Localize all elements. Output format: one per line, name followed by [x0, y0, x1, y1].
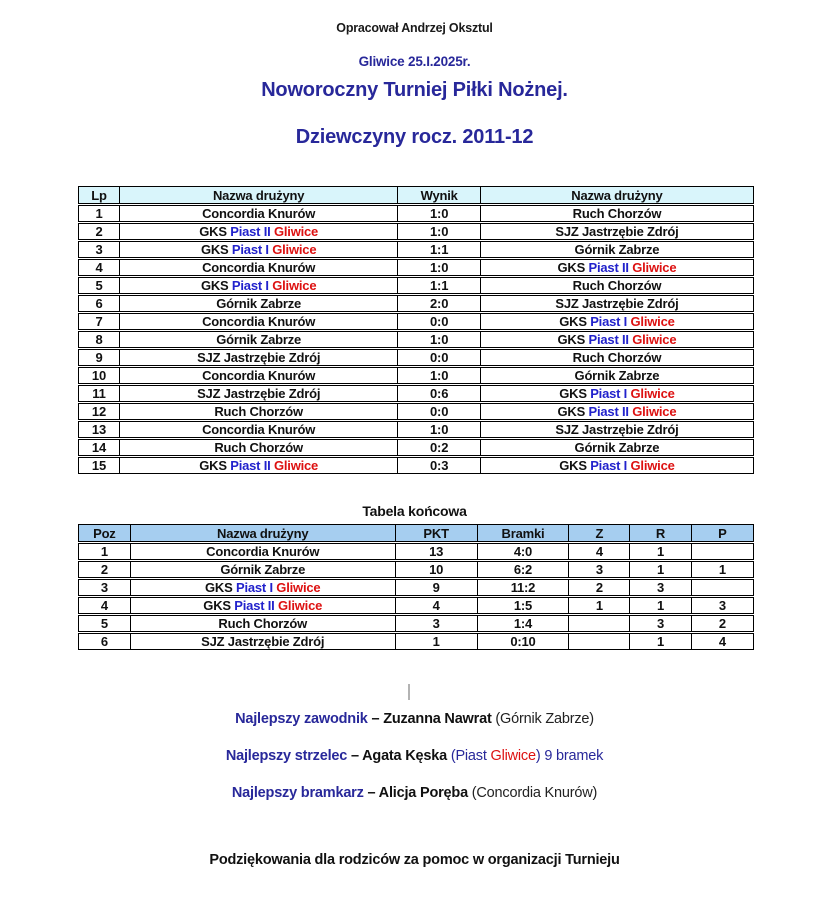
home-team-cell: [120, 367, 399, 384]
match-row: [78, 385, 754, 402]
away-team-cell: [481, 403, 754, 420]
match-row: [78, 241, 754, 258]
team-name-segment: SJZ Jastrzębie Zdrój: [555, 296, 679, 311]
column-header: Nazwa drużyny: [120, 186, 399, 204]
away-team-cell: [481, 331, 754, 348]
goals-cell: 0:10: [478, 633, 570, 650]
column-header: PKT: [396, 524, 478, 542]
wins-cell: [569, 615, 630, 632]
award-text-segment: –: [367, 711, 384, 727]
match-row: [78, 457, 754, 474]
award-text-segment: Zuzanna Nawrat: [383, 711, 492, 727]
team-name-segment: Ruch Chorzów: [572, 278, 662, 293]
team-name-segment: Piast II: [230, 458, 274, 473]
away-team-cell: [481, 439, 754, 456]
team-name-segment: GKS: [559, 314, 591, 329]
position-cell: 1: [78, 543, 131, 560]
draws-cell: 1: [630, 561, 692, 578]
points-cell: 9: [396, 579, 478, 596]
home-team-cell: [120, 205, 399, 222]
team-name-segment: Ruch Chorzów: [572, 350, 662, 365]
score-cell: 1:0: [398, 259, 480, 276]
team-name-segment: Ruch Chorzów: [214, 404, 303, 419]
team-name-segment: SJZ Jastrzębie Zdrój: [555, 422, 679, 437]
match-number-cell: 5: [78, 277, 120, 294]
team-name-segment: Piast I: [231, 278, 273, 293]
team-name-segment: Piast II: [588, 332, 633, 347]
losses-cell: 1: [692, 561, 754, 578]
column-header: R: [630, 524, 692, 542]
draws-cell: 1: [630, 633, 692, 650]
awards-section: [0, 711, 829, 822]
match-row: [78, 331, 754, 348]
award-text-segment: –: [363, 785, 379, 801]
position-cell: 6: [78, 633, 131, 650]
team-name-segment: Górnik Zabrze: [216, 296, 302, 311]
points-cell: 4: [396, 597, 478, 614]
award-text-segment: (Górnik Zabrze): [491, 711, 594, 727]
team-name-segment: Ruch Chorzów: [214, 440, 303, 455]
team-name-segment: Piast I: [590, 314, 631, 329]
team-name-cell: [131, 633, 396, 650]
team-name-segment: Górnik Zabrze: [216, 332, 302, 347]
team-name-segment: Górnik Zabrze: [574, 242, 660, 257]
team-name-cell: [131, 543, 396, 560]
team-name-segment: SJZ Jastrzębie Zdrój: [197, 350, 321, 365]
standings-row: [78, 543, 754, 560]
home-team-cell: [120, 277, 399, 294]
team-name-segment: Piast II: [230, 224, 274, 239]
draws-cell: 3: [630, 615, 692, 632]
away-team-cell: [481, 205, 754, 222]
score-cell: 0:6: [398, 385, 480, 402]
award-text-segment: Najlepszy bramkarz: [231, 785, 364, 801]
author-line: Opracował Andrzej Oksztul: [336, 21, 493, 35]
score-cell: 0:2: [398, 439, 480, 456]
score-cell: 1:0: [398, 421, 480, 438]
column-header: Wynik: [398, 186, 480, 204]
category-subtitle: Dziewczyny rocz. 2011-12: [295, 126, 534, 148]
draws-cell: 3: [630, 579, 692, 596]
position-cell: 5: [78, 615, 131, 632]
match-number-cell: 6: [78, 295, 120, 312]
match-number-cell: 14: [78, 439, 120, 456]
team-name-segment: Gliwice: [632, 332, 677, 347]
team-name-segment: Górnik Zabrze: [220, 562, 306, 577]
team-name-segment: Gliwice: [273, 458, 319, 473]
home-team-cell: [120, 385, 399, 402]
team-name-segment: GKS: [200, 278, 232, 293]
thanks-line: Podziękowania dla rodziców za pomoc w organizacji Turnieju: [209, 852, 620, 868]
column-header: Nazwa drużyny: [481, 186, 754, 204]
team-name-segment: GKS: [199, 224, 231, 239]
score-cell: 1:0: [398, 205, 480, 222]
home-team-cell: [120, 241, 399, 258]
score-cell: 1:0: [398, 331, 480, 348]
home-team-cell: [120, 421, 399, 438]
standings-row: [78, 597, 754, 614]
team-name-segment: Concordia Knurów: [202, 368, 316, 383]
team-name-cell: [131, 615, 396, 632]
team-name-cell: [131, 579, 396, 596]
award-line-best-scorer: [0, 748, 829, 766]
team-name-segment: Piast II: [588, 260, 633, 275]
away-team-cell: [481, 259, 754, 276]
match-number-cell: 11: [78, 385, 120, 402]
losses-cell: [692, 543, 754, 560]
wins-cell: 3: [569, 561, 630, 578]
score-cell: 0:0: [398, 313, 480, 330]
team-name-segment: Concordia Knurów: [206, 544, 320, 559]
losses-cell: 3: [692, 597, 754, 614]
points-cell: 1: [396, 633, 478, 650]
goals-cell: 1:5: [478, 597, 570, 614]
team-name-segment: Gliwice: [632, 260, 677, 275]
match-number-cell: 12: [78, 403, 120, 420]
draws-cell: 1: [630, 543, 692, 560]
home-team-cell: [120, 403, 399, 420]
team-name-segment: Piast I: [231, 242, 273, 257]
home-team-cell: [120, 439, 399, 456]
team-name-segment: GKS: [557, 260, 589, 275]
award-text-segment: –: [347, 748, 363, 764]
points-cell: 10: [396, 561, 478, 578]
award-text-segment: 9 bramek: [540, 748, 604, 764]
team-name-segment: Gliwice: [278, 598, 323, 613]
away-team-cell: [481, 295, 754, 312]
header-row: [78, 186, 754, 204]
away-team-cell: [481, 277, 754, 294]
match-row: [78, 259, 754, 276]
goals-cell: 6:2: [478, 561, 570, 578]
team-name-cell: [131, 561, 396, 578]
column-header: Lp: [78, 186, 120, 204]
wins-cell: [569, 633, 630, 650]
team-name-segment: Ruch Chorzów: [218, 616, 308, 631]
away-team-cell: [481, 223, 754, 240]
match-row: [78, 439, 754, 456]
match-number-cell: 10: [78, 367, 120, 384]
award-line-best-goalkeeper: [0, 785, 829, 803]
position-cell: 2: [78, 561, 131, 578]
team-name-segment: GKS: [557, 404, 589, 419]
team-name-segment: Gliwice: [276, 580, 321, 595]
score-cell: 1:0: [398, 367, 480, 384]
team-name-segment: Piast I: [235, 580, 277, 595]
team-name-segment: Gliwice: [630, 458, 675, 473]
standings-row: [78, 615, 754, 632]
match-number-cell: 9: [78, 349, 120, 366]
team-name-segment: GKS: [557, 332, 589, 347]
score-cell: 0:0: [398, 403, 480, 420]
match-number-cell: 15: [78, 457, 120, 474]
home-team-cell: [120, 331, 399, 348]
team-name-segment: GKS: [199, 458, 231, 473]
goals-cell: 11:2: [478, 579, 570, 596]
score-cell: 1:1: [398, 277, 480, 294]
home-team-cell: [120, 259, 399, 276]
award-text-segment: Gliwice: [490, 748, 536, 764]
award-text-segment: Alicja Poręba: [378, 785, 468, 801]
position-cell: 3: [78, 579, 131, 596]
away-team-cell: [481, 313, 754, 330]
match-row: [78, 313, 754, 330]
home-team-cell: [120, 457, 399, 474]
losses-cell: 4: [692, 633, 754, 650]
team-name-segment: Piast I: [590, 386, 631, 401]
match-number-cell: 7: [78, 313, 120, 330]
wins-cell: 4: [569, 543, 630, 560]
home-team-cell: [120, 295, 399, 312]
match-row: [78, 421, 754, 438]
away-team-cell: [481, 457, 754, 474]
team-name-segment: Piast II: [588, 404, 633, 419]
goals-cell: 4:0: [478, 543, 570, 560]
score-cell: 0:0: [398, 349, 480, 366]
standings-row: [78, 633, 754, 650]
home-team-cell: [120, 313, 399, 330]
position-cell: 4: [78, 597, 131, 614]
team-name-segment: Gliwice: [272, 278, 317, 293]
team-name-segment: GKS: [559, 458, 591, 473]
team-name-segment: Ruch Chorzów: [572, 206, 662, 221]
losses-cell: [692, 579, 754, 596]
away-team-cell: [481, 367, 754, 384]
match-number-cell: 3: [78, 241, 120, 258]
team-name-segment: Piast I: [590, 458, 631, 473]
text-cursor-mark: [408, 684, 410, 700]
award-text-segment: (Piast: [446, 748, 491, 764]
column-header: Nazwa drużyny: [131, 524, 396, 542]
match-number-cell: 1: [78, 205, 120, 222]
wins-cell: 1: [569, 597, 630, 614]
match-row: [78, 349, 754, 366]
wins-cell: 2: [569, 579, 630, 596]
match-row: [78, 403, 754, 420]
standings-row: [78, 561, 754, 578]
award-text-segment: ): [535, 748, 541, 764]
award-text-segment: (Concordia Knurów): [467, 785, 598, 801]
team-name-cell: [131, 597, 396, 614]
column-header: P: [692, 524, 754, 542]
match-number-cell: 4: [78, 259, 120, 276]
match-row: [78, 223, 754, 240]
points-cell: 13: [396, 543, 478, 560]
score-cell: 1:1: [398, 241, 480, 258]
team-name-segment: Concordia Knurów: [202, 260, 316, 275]
score-cell: 2:0: [398, 295, 480, 312]
team-name-segment: GKS: [559, 386, 591, 401]
award-text-segment: Najlepszy strzelec: [225, 748, 348, 764]
team-name-segment: Gliwice: [630, 314, 675, 329]
team-name-segment: GKS: [203, 598, 235, 613]
award-line-best-player: [0, 711, 829, 729]
match-row: [78, 367, 754, 384]
points-cell: 3: [396, 615, 478, 632]
team-name-segment: Concordia Knurów: [202, 206, 316, 221]
home-team-cell: [120, 223, 399, 240]
team-name-segment: Gliwice: [632, 404, 677, 419]
draws-cell: 1: [630, 597, 692, 614]
team-name-segment: Gliwice: [273, 224, 319, 239]
award-text-segment: Najlepszy zawodnik: [235, 711, 368, 727]
match-number-cell: 8: [78, 331, 120, 348]
score-cell: 0:3: [398, 457, 480, 474]
team-name-segment: SJZ Jastrzębie Zdrój: [555, 224, 679, 239]
team-name-segment: Concordia Knurów: [202, 314, 316, 329]
header-row: [78, 524, 754, 542]
award-text-segment: Agata Kęska: [362, 748, 447, 764]
match-row: [78, 277, 754, 294]
team-name-segment: Górnik Zabrze: [574, 368, 660, 383]
away-team-cell: [481, 421, 754, 438]
team-name-segment: GKS: [200, 242, 232, 257]
column-header: Poz: [78, 524, 131, 542]
column-header: Bramki: [478, 524, 570, 542]
tournament-title: Noworoczny Turniej Piłki Nożnej.: [261, 79, 568, 101]
team-name-segment: GKS: [205, 580, 236, 595]
standings-row: [78, 579, 754, 596]
away-team-cell: [481, 349, 754, 366]
home-team-cell: [120, 349, 399, 366]
team-name-segment: Górnik Zabrze: [574, 440, 660, 455]
team-name-segment: Gliwice: [630, 386, 675, 401]
final-table-title: Tabela końcowa: [362, 503, 467, 519]
match-row: [78, 295, 754, 312]
team-name-segment: Concordia Knurów: [202, 422, 316, 437]
matches-table: [78, 185, 754, 475]
match-number-cell: 13: [78, 421, 120, 438]
column-header: Z: [569, 524, 630, 542]
score-cell: 1:0: [398, 223, 480, 240]
match-number-cell: 2: [78, 223, 120, 240]
goals-cell: 1:4: [478, 615, 570, 632]
team-name-segment: SJZ Jastrzębie Zdrój: [201, 634, 325, 649]
away-team-cell: [481, 385, 754, 402]
date-line: Gliwice 25.I.2025r.: [358, 54, 471, 69]
losses-cell: 2: [692, 615, 754, 632]
team-name-segment: SJZ Jastrzębie Zdrój: [197, 386, 321, 401]
match-row: [78, 205, 754, 222]
final-standings-table: [78, 523, 754, 651]
away-team-cell: [481, 241, 754, 258]
team-name-segment: Gliwice: [272, 242, 317, 257]
team-name-segment: Piast II: [234, 598, 279, 613]
